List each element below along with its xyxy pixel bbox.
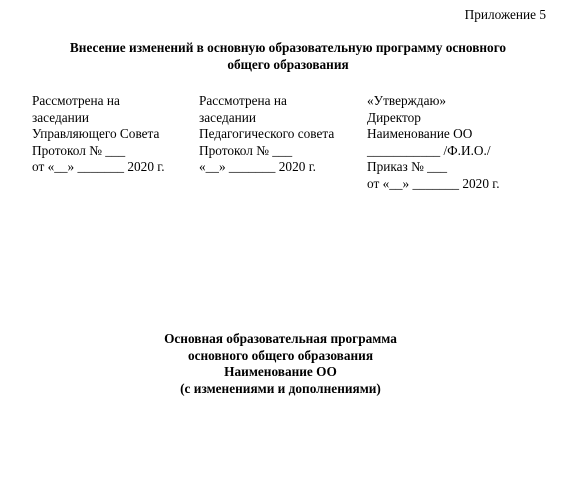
approval-line: от «__» _______ 2020 г. [32,159,165,175]
approval-block-pedagogical-council [199,93,334,176]
program-title-line-3: Наименование ОО [224,364,337,380]
heading-line-2: общего образования [227,56,349,72]
program-title-line-2: основного общего образования [187,347,374,363]
approval-line: «Утверждаю» [367,93,447,108]
approval-line: от «__» _______ 2020 г. [367,175,500,191]
approval-block-director [367,93,500,193]
program-title-line-4: (с изменениями и дополнениями) [180,380,381,396]
program-title [0,331,561,397]
approval-line: ___________ /Ф.И.О./ [367,142,491,158]
approval-line: заседании [32,109,89,125]
approval-line: Рассмотрена на [32,93,120,108]
approval-line: Приказ № ___ [367,159,448,175]
approval-line: Директор [367,109,421,125]
appendix-label: Приложение 5 [464,7,546,22]
approval-line: «__» _______ 2020 г. [199,159,316,175]
approval-line: Педагогического совета [199,126,335,142]
approval-line: Протокол № ___ [32,142,126,158]
approval-line: заседании [199,109,256,125]
heading-line-1: Внесение изменений в основную образовательную программу основного [69,40,507,55]
program-title-line-1: Основная образовательная программа [164,331,397,346]
approval-line: Управляющего Совета [32,126,160,142]
approval-line: Рассмотрена на [199,93,287,108]
approval-line: Наименование ОО [367,126,473,142]
document-heading [30,40,546,73]
approval-line: Протокол № ___ [199,142,293,158]
approval-block-governing-council [32,93,165,176]
